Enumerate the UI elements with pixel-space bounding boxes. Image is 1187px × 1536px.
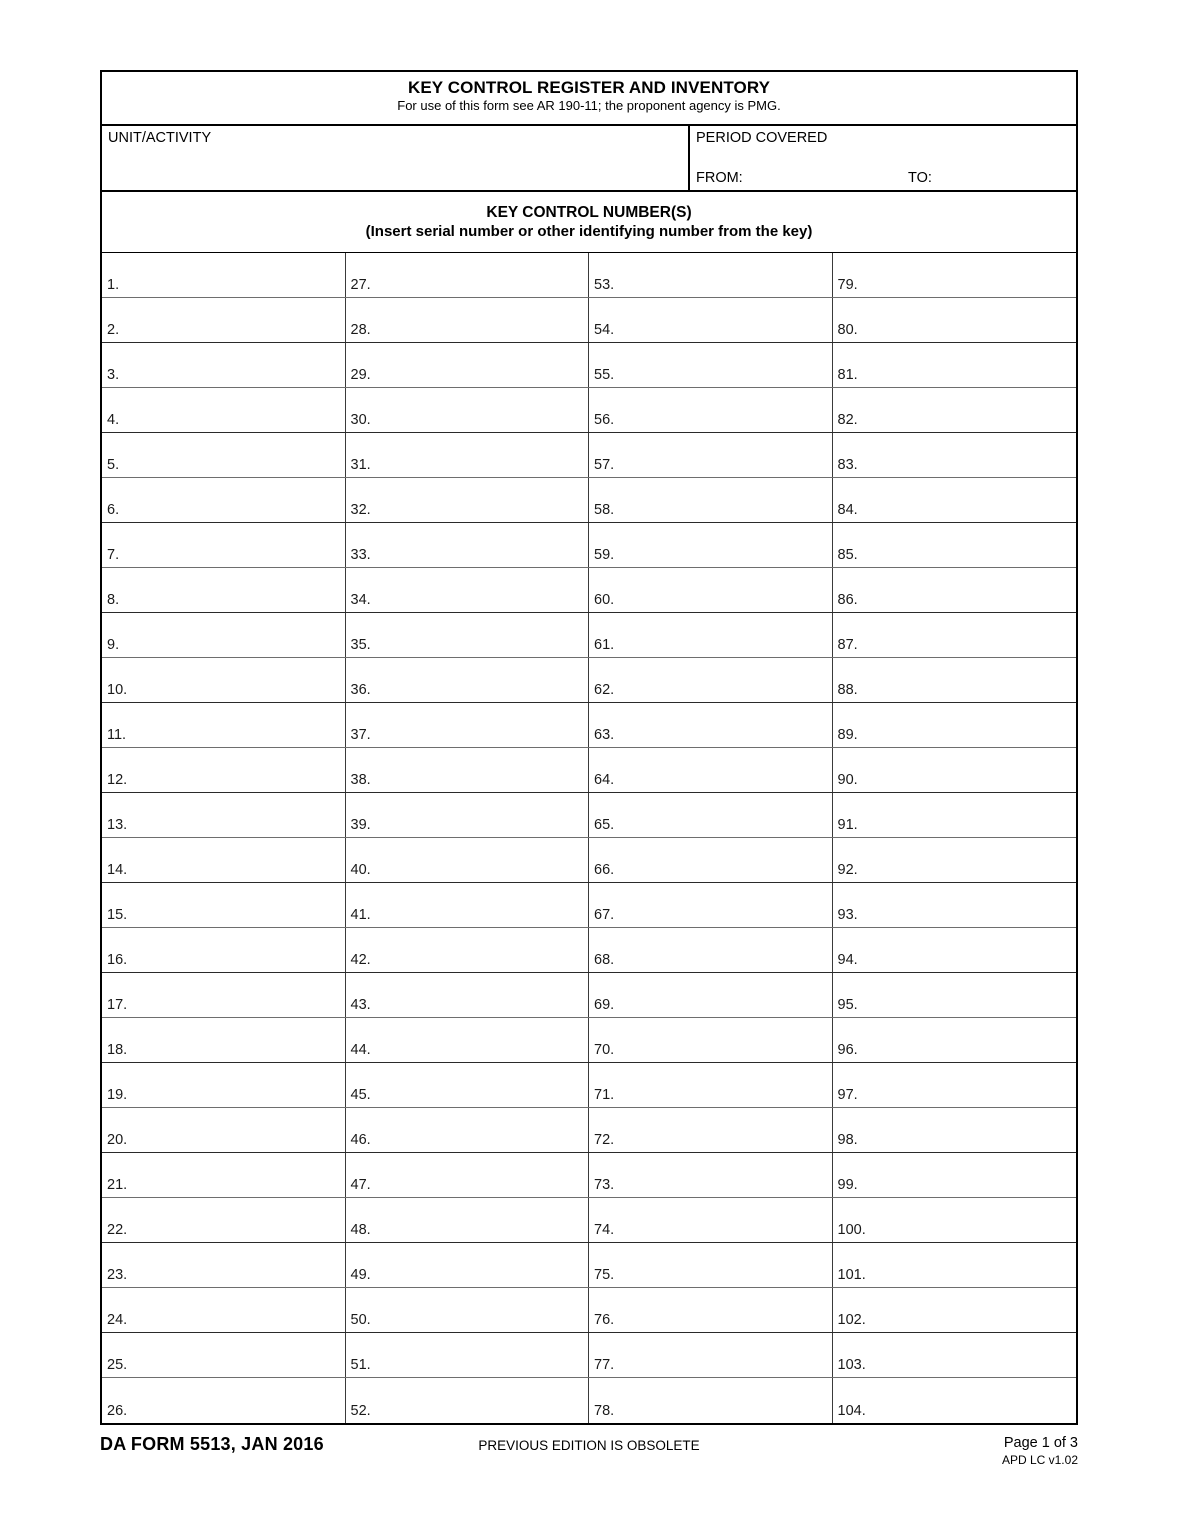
key-control-number-label: 17. (107, 997, 128, 1013)
key-control-number-label: 11. (107, 727, 127, 743)
key-control-number-label: 76. (594, 1312, 615, 1328)
key-control-number-label: 95. (837, 997, 858, 1013)
period-from-label: FROM: (696, 170, 743, 186)
key-control-number-label: 23. (107, 1267, 128, 1283)
key-control-number-grid (102, 253, 1076, 1423)
key-control-number-label: 38. (350, 772, 371, 788)
key-control-number-cell[interactable] (589, 478, 833, 522)
key-control-number-cell[interactable] (589, 1198, 833, 1242)
key-control-number-cell[interactable] (102, 928, 346, 972)
key-control-number-label: 44. (350, 1042, 371, 1058)
key-control-number-cell[interactable] (589, 1288, 833, 1332)
key-control-number-cell[interactable] (102, 1243, 346, 1287)
key-control-number-label: 79. (837, 277, 858, 293)
table-row (102, 1378, 1076, 1423)
key-control-number-label: 25. (107, 1357, 128, 1373)
key-control-number-cell[interactable] (102, 883, 346, 927)
unit-activity-label: UNIT/ACTIVITY (108, 130, 212, 146)
key-control-number-subtitle: (Insert serial number or other identifying number from the key) (365, 223, 813, 240)
table-row (102, 343, 1076, 388)
key-control-number-cell[interactable] (833, 658, 1077, 702)
key-control-number-cell[interactable] (102, 613, 346, 657)
key-control-number-label: 67. (594, 907, 615, 923)
key-control-number-label: 48. (350, 1222, 371, 1238)
key-control-number-label: 43. (350, 997, 371, 1013)
key-control-number-cell[interactable] (833, 1198, 1077, 1242)
key-control-number-label: 96. (837, 1042, 858, 1058)
form-title-band (102, 72, 1076, 126)
table-row (102, 838, 1076, 883)
table-row (102, 388, 1076, 433)
key-control-number-cell[interactable] (833, 1333, 1077, 1377)
key-control-number-label: 34. (350, 592, 371, 608)
footer-page-number: Page 1 of 3 (1003, 1435, 1078, 1451)
key-control-number-cell[interactable] (589, 928, 833, 972)
key-control-number-cell[interactable] (833, 748, 1077, 792)
key-control-number-cell[interactable] (346, 253, 590, 297)
key-control-number-label: 52. (350, 1403, 371, 1419)
key-control-number-cell[interactable] (102, 1063, 346, 1107)
key-control-number-cell[interactable] (102, 658, 346, 702)
table-row (102, 1333, 1076, 1378)
key-control-number-label: 104. (837, 1403, 866, 1419)
key-control-number-cell[interactable] (102, 1108, 346, 1152)
key-control-number-label: 22. (107, 1222, 128, 1238)
key-control-number-cell[interactable] (833, 703, 1077, 747)
key-control-number-cell[interactable] (589, 793, 833, 837)
key-control-number-cell[interactable] (102, 1333, 346, 1377)
key-control-number-cell[interactable] (589, 838, 833, 882)
key-control-number-cell[interactable] (346, 793, 590, 837)
table-row (102, 1018, 1076, 1063)
key-control-number-label: 8. (107, 592, 120, 608)
table-row (102, 568, 1076, 613)
key-control-number-label: 57. (594, 457, 615, 473)
key-control-number-cell[interactable] (833, 1288, 1077, 1332)
key-control-number-label: 28. (350, 322, 371, 338)
key-control-number-cell[interactable] (346, 298, 590, 342)
table-row (102, 658, 1076, 703)
key-control-number-label: 32. (350, 502, 371, 518)
key-control-number-cell[interactable] (346, 1018, 590, 1062)
key-control-number-cell[interactable] (833, 253, 1077, 297)
key-control-number-label: 2. (107, 322, 120, 338)
key-control-number-label: 87. (837, 637, 858, 653)
table-row (102, 703, 1076, 748)
key-control-number-cell[interactable] (589, 1378, 833, 1423)
key-control-number-cell[interactable] (102, 523, 346, 567)
key-control-number-label: 54. (594, 322, 615, 338)
key-control-number-cell[interactable] (346, 613, 590, 657)
key-control-number-label: 77. (594, 1357, 615, 1373)
key-control-number-label: 10. (107, 682, 128, 698)
key-control-number-cell[interactable] (589, 883, 833, 927)
key-control-number-label: 21. (107, 1177, 128, 1193)
key-control-number-cell[interactable] (346, 388, 590, 432)
key-control-number-cell[interactable] (833, 298, 1077, 342)
key-control-number-cell[interactable] (346, 1378, 590, 1423)
unit-activity-field[interactable] (102, 126, 690, 190)
key-control-number-label: 85. (837, 547, 858, 563)
key-control-number-label: 84. (837, 502, 858, 518)
key-control-number-cell[interactable] (833, 343, 1077, 387)
key-control-number-label: 50. (350, 1312, 371, 1328)
key-control-number-label: 93. (837, 907, 858, 923)
footer-apd-version: APD LC v1.02 (1001, 1453, 1078, 1467)
key-control-number-label: 18. (107, 1042, 128, 1058)
key-control-number-label: 16. (107, 952, 128, 968)
key-control-number-label: 33. (350, 547, 371, 563)
key-control-number-cell[interactable] (102, 568, 346, 612)
key-control-number-title: KEY CONTROL NUMBER(S) (486, 204, 692, 221)
period-covered-field[interactable] (690, 126, 1076, 190)
key-control-number-cell[interactable] (589, 1063, 833, 1107)
table-row (102, 1108, 1076, 1153)
form-subtitle: For use of this form see AR 190-11; the proponent agency is PMG. (397, 98, 781, 113)
key-control-number-label: 1. (107, 277, 120, 293)
table-row (102, 1198, 1076, 1243)
key-control-number-cell[interactable] (102, 973, 346, 1017)
key-control-number-label: 73. (594, 1177, 615, 1193)
key-control-number-label: 55. (594, 367, 615, 383)
key-control-number-cell[interactable] (589, 1153, 833, 1197)
key-control-number-cell[interactable] (102, 478, 346, 522)
footer-form-id: DA FORM 5513, JAN 2016 (100, 1434, 324, 1454)
key-control-number-label: 35. (350, 637, 371, 653)
key-control-number-cell[interactable] (102, 1378, 346, 1423)
key-control-number-cell[interactable] (346, 838, 590, 882)
key-control-number-cell[interactable] (589, 523, 833, 567)
key-control-number-label: 98. (837, 1132, 858, 1148)
key-control-number-label: 103. (837, 1357, 866, 1373)
key-control-number-label: 75. (594, 1267, 615, 1283)
table-row (102, 253, 1076, 298)
key-control-number-cell[interactable] (102, 343, 346, 387)
table-row (102, 433, 1076, 478)
key-control-number-label: 65. (594, 817, 615, 833)
key-control-number-label: 56. (594, 412, 615, 428)
key-control-number-label: 88. (837, 682, 858, 698)
key-control-number-label: 80. (837, 322, 858, 338)
key-control-number-cell[interactable] (833, 478, 1077, 522)
key-control-number-header (102, 192, 1076, 253)
key-control-number-label: 82. (837, 412, 858, 428)
key-control-number-cell[interactable] (833, 1243, 1077, 1287)
key-control-number-cell[interactable] (833, 1063, 1077, 1107)
unit-period-band (102, 126, 1076, 192)
key-control-number-cell[interactable] (102, 1198, 346, 1242)
key-control-number-label: 68. (594, 952, 615, 968)
key-control-number-label: 91. (837, 817, 858, 833)
key-control-number-label: 14. (107, 862, 128, 878)
key-control-number-cell[interactable] (346, 343, 590, 387)
table-row (102, 478, 1076, 523)
key-control-number-cell[interactable] (589, 613, 833, 657)
key-control-number-cell[interactable] (346, 523, 590, 567)
key-control-number-cell[interactable] (589, 298, 833, 342)
key-control-number-cell[interactable] (102, 433, 346, 477)
key-control-number-cell[interactable] (833, 1153, 1077, 1197)
key-control-number-label: 40. (350, 862, 371, 878)
key-control-number-label: 86. (837, 592, 858, 608)
key-control-number-cell[interactable] (102, 253, 346, 297)
key-control-number-label: 81. (837, 367, 858, 383)
key-control-number-cell[interactable] (102, 838, 346, 882)
table-row (102, 1288, 1076, 1333)
key-control-number-label: 24. (107, 1312, 128, 1328)
key-control-number-cell[interactable] (346, 1243, 590, 1287)
key-control-number-label: 20. (107, 1132, 128, 1148)
key-control-number-cell[interactable] (589, 343, 833, 387)
key-control-number-label: 7. (107, 547, 120, 563)
key-control-number-cell[interactable] (589, 388, 833, 432)
form-footer (100, 1432, 1078, 1482)
key-control-number-cell[interactable] (589, 658, 833, 702)
table-row (102, 1153, 1076, 1198)
key-control-number-cell[interactable] (102, 1018, 346, 1062)
key-control-number-label: 45. (350, 1087, 371, 1103)
key-control-number-label: 74. (594, 1222, 615, 1238)
key-control-number-cell[interactable] (589, 568, 833, 612)
key-control-number-cell[interactable] (102, 388, 346, 432)
key-control-number-label: 58. (594, 502, 615, 518)
key-control-number-cell[interactable] (102, 1153, 346, 1197)
table-row (102, 748, 1076, 793)
key-control-number-cell[interactable] (589, 1243, 833, 1287)
key-control-number-cell[interactable] (346, 658, 590, 702)
key-control-number-label: 27. (350, 277, 371, 293)
key-control-number-cell[interactable] (833, 388, 1077, 432)
table-row (102, 928, 1076, 973)
key-control-number-label: 41. (350, 907, 371, 923)
key-control-number-label: 70. (594, 1042, 615, 1058)
key-control-number-cell[interactable] (833, 883, 1077, 927)
key-control-number-label: 62. (594, 682, 615, 698)
key-control-number-cell[interactable] (346, 1288, 590, 1332)
period-from-to-row (696, 170, 1070, 187)
table-row (102, 298, 1076, 343)
page-title: KEY CONTROL REGISTER AND INVENTORY (407, 78, 771, 97)
key-control-number-label: 64. (594, 772, 615, 788)
period-to-label: TO: (908, 170, 932, 186)
key-control-number-cell[interactable] (589, 1108, 833, 1152)
key-control-number-cell[interactable] (346, 973, 590, 1017)
key-control-number-label: 83. (837, 457, 858, 473)
key-control-number-label: 4. (107, 412, 120, 428)
key-control-number-cell[interactable] (346, 748, 590, 792)
key-control-number-label: 49. (350, 1267, 371, 1283)
key-control-number-label: 78. (594, 1403, 615, 1419)
key-control-number-label: 92. (837, 862, 858, 878)
key-control-number-label: 6. (107, 502, 120, 518)
period-covered-label: PERIOD COVERED (696, 130, 828, 146)
key-control-number-label: 94. (837, 952, 858, 968)
key-control-number-label: 89. (837, 727, 858, 743)
key-control-number-cell[interactable] (346, 1063, 590, 1107)
key-control-number-cell[interactable] (833, 1378, 1077, 1423)
key-control-number-label: 51. (350, 1357, 371, 1373)
key-control-number-label: 63. (594, 727, 615, 743)
key-control-number-label: 31. (350, 457, 371, 473)
key-control-number-cell[interactable] (102, 748, 346, 792)
key-control-number-label: 29. (350, 367, 371, 383)
key-control-number-cell[interactable] (589, 253, 833, 297)
key-control-number-label: 102. (837, 1312, 866, 1328)
table-row (102, 793, 1076, 838)
key-control-number-cell[interactable] (833, 793, 1077, 837)
key-control-number-cell[interactable] (589, 433, 833, 477)
key-control-number-cell[interactable] (346, 478, 590, 522)
key-control-number-label: 99. (837, 1177, 858, 1193)
key-control-number-label: 53. (594, 277, 615, 293)
key-control-number-label: 72. (594, 1132, 615, 1148)
key-control-number-cell[interactable] (346, 928, 590, 972)
key-control-number-label: 59. (594, 547, 615, 563)
key-control-number-cell[interactable] (102, 298, 346, 342)
table-row (102, 883, 1076, 928)
key-control-number-label: 47. (350, 1177, 371, 1193)
key-control-number-cell[interactable] (346, 1333, 590, 1377)
table-row (102, 973, 1076, 1018)
key-control-number-cell[interactable] (346, 568, 590, 612)
key-control-number-cell[interactable] (589, 973, 833, 1017)
key-control-number-cell[interactable] (833, 568, 1077, 612)
key-control-number-cell[interactable] (102, 1288, 346, 1332)
key-control-number-cell[interactable] (346, 1108, 590, 1152)
key-control-number-label: 3. (107, 367, 120, 383)
key-control-number-label: 100. (837, 1222, 866, 1238)
key-control-number-cell[interactable] (589, 1333, 833, 1377)
key-control-number-label: 71. (594, 1087, 615, 1103)
key-control-number-label: 69. (594, 997, 615, 1013)
key-control-number-label: 5. (107, 457, 120, 473)
key-control-number-cell[interactable] (833, 928, 1077, 972)
key-control-number-cell[interactable] (589, 1018, 833, 1062)
key-control-number-label: 39. (350, 817, 371, 833)
key-control-number-label: 9. (107, 637, 120, 653)
table-row (102, 1063, 1076, 1108)
key-control-number-label: 46. (350, 1132, 371, 1148)
table-row (102, 523, 1076, 568)
footer-obsolete-notice: PREVIOUS EDITION IS OBSOLETE (478, 1438, 700, 1453)
key-control-number-cell[interactable] (833, 1108, 1077, 1152)
key-control-number-cell[interactable] (589, 703, 833, 747)
table-row (102, 1243, 1076, 1288)
key-control-number-cell[interactable] (102, 793, 346, 837)
key-control-number-label: 15. (107, 907, 128, 923)
key-control-number-label: 26. (107, 1403, 128, 1419)
key-control-number-cell[interactable] (833, 613, 1077, 657)
key-control-number-label: 42. (350, 952, 371, 968)
key-control-number-cell[interactable] (346, 703, 590, 747)
key-control-number-label: 97. (837, 1087, 858, 1103)
da-form-5513 (100, 70, 1078, 1425)
key-control-number-label: 61. (594, 637, 615, 653)
key-control-number-cell[interactable] (346, 433, 590, 477)
key-control-number-label: 30. (350, 412, 371, 428)
key-control-number-label: 36. (350, 682, 371, 698)
key-control-number-label: 19. (107, 1087, 128, 1103)
key-control-number-cell[interactable] (833, 1018, 1077, 1062)
key-control-number-cell[interactable] (833, 838, 1077, 882)
key-control-number-cell[interactable] (833, 433, 1077, 477)
key-control-number-label: 101. (837, 1267, 866, 1283)
key-control-number-cell[interactable] (833, 973, 1077, 1017)
key-control-number-label: 13. (107, 817, 128, 833)
table-row (102, 613, 1076, 658)
key-control-number-cell[interactable] (102, 703, 346, 747)
key-control-number-label: 90. (837, 772, 858, 788)
key-control-number-cell[interactable] (346, 883, 590, 927)
key-control-number-label: 12. (107, 772, 128, 788)
key-control-number-cell[interactable] (346, 1198, 590, 1242)
key-control-number-label: 60. (594, 592, 615, 608)
key-control-number-label: 37. (350, 727, 371, 743)
key-control-number-cell[interactable] (346, 1153, 590, 1197)
key-control-number-label: 66. (594, 862, 615, 878)
key-control-number-cell[interactable] (589, 748, 833, 792)
key-control-number-cell[interactable] (833, 523, 1077, 567)
